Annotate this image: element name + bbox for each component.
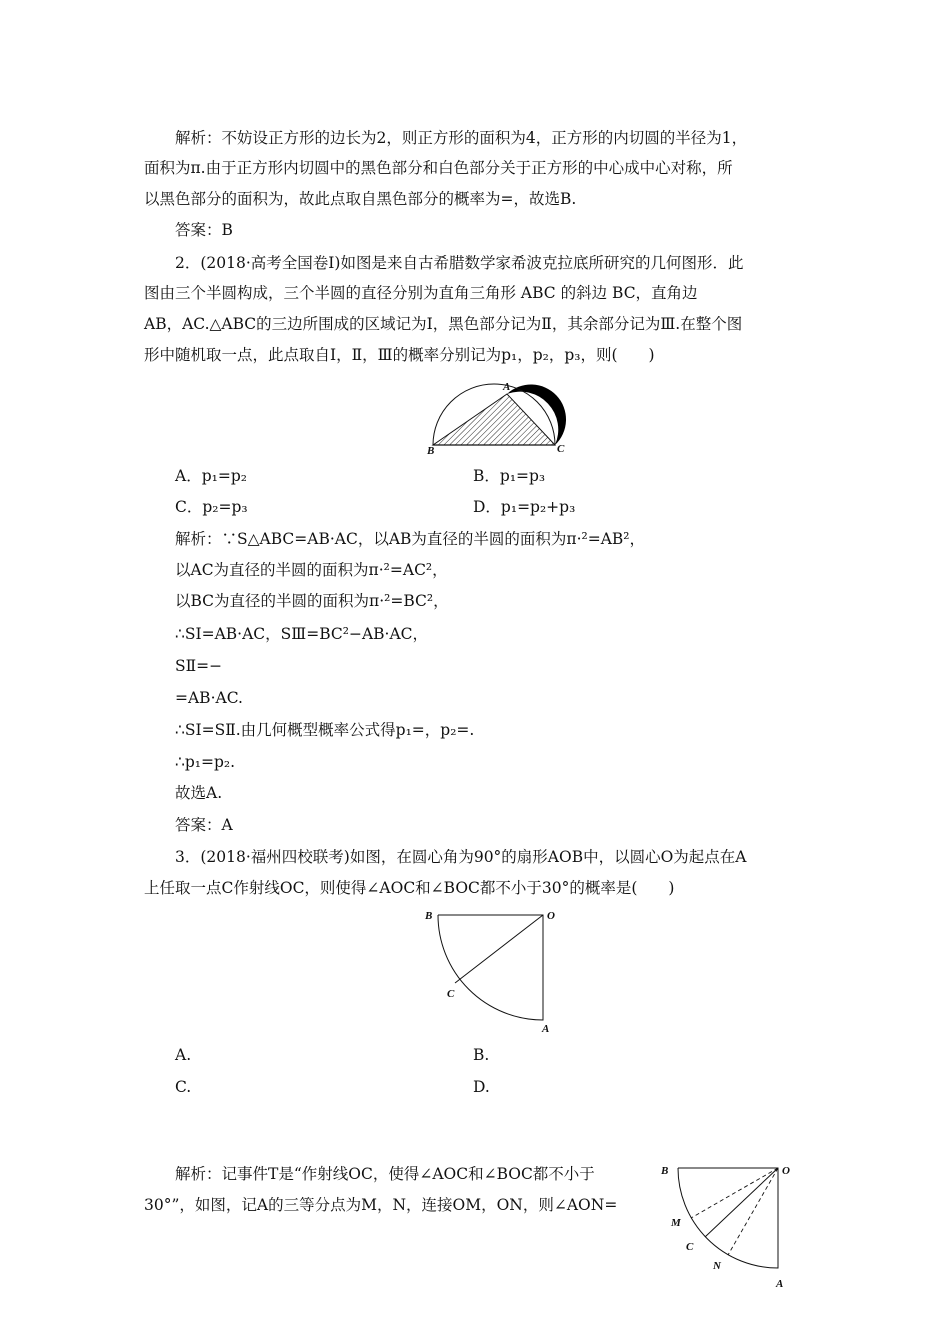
q2-solution-line8: ∴p₁=p₂. bbox=[175, 753, 236, 771]
label-c: C bbox=[557, 443, 565, 455]
ray-on bbox=[728, 1168, 778, 1255]
q2-option-c: C．p₂=p₃ bbox=[175, 498, 248, 516]
q3-option-d: D. bbox=[473, 1078, 490, 1096]
ray-om bbox=[691, 1168, 778, 1218]
q2-solution-line4: ∴SⅠ=AB·AC，SⅢ=BC²−AB·AC， bbox=[175, 625, 429, 643]
q2-option-a: A．p₁=p₂ bbox=[175, 467, 247, 485]
q2-stem-line2: 图由三个半圆构成，三个半圆的直径分别为直角三角形 ABC 的斜边 BC，直角边 bbox=[144, 284, 698, 302]
q2-solution-line2: 以AC为直径的半圆的面积为π·²=AC²， bbox=[175, 561, 448, 579]
q3-solution-line1: 解析：记事件T是“作射线OC，使得∠AOC和∠BOC都不小于 bbox=[175, 1165, 595, 1183]
hippocrates-lune-figure bbox=[420, 378, 580, 458]
label-m: M bbox=[671, 1217, 681, 1229]
label-c: C bbox=[447, 988, 455, 1000]
ray-oc bbox=[455, 915, 543, 983]
label-o: O bbox=[547, 910, 555, 922]
label-n: N bbox=[713, 1260, 721, 1272]
ray-oc bbox=[705, 1168, 778, 1237]
q3-option-a: A. bbox=[175, 1046, 192, 1064]
q2-solution-line7: ∴SⅠ=SⅡ.由几何概型概率公式得p₁=，p₂=. bbox=[175, 721, 475, 739]
sector-aob-figure bbox=[420, 905, 560, 1035]
q3-option-b: B. bbox=[473, 1046, 490, 1064]
q1-solution-line3: 以黑色部分的面积为，故此点取自黑色部分的概率为=，故选B. bbox=[144, 190, 577, 208]
label-a: A bbox=[503, 381, 511, 393]
label-a: A bbox=[776, 1278, 784, 1290]
q2-stem-line1: 2．(2018·高考全国卷Ⅰ)如图是来自古希腊数学家希波克拉底所研究的几何图形．此 bbox=[175, 254, 744, 272]
label-b: B bbox=[425, 910, 433, 922]
q2-option-b: B．p₁=p₃ bbox=[473, 467, 546, 485]
label-b: B bbox=[661, 1165, 669, 1177]
q3-stem-line2: 上任取一点C作射线OC，则使得∠AOC和∠BOC都不小于30°的概率是( ) bbox=[144, 879, 675, 897]
q1-solution-line1: 解析：不妨设正方形的边长为2，则正方形的面积为4，正方形的内切圆的半径为1， bbox=[175, 129, 748, 147]
sector-trisection-figure bbox=[655, 1158, 805, 1293]
q3-solution-line2: 30°”，如图，记A的三等分点为M，N，连接OM，ON，则∠AON= bbox=[144, 1196, 618, 1214]
q1-answer: 答案：B bbox=[175, 221, 233, 239]
q2-solution-line9: 故选A. bbox=[175, 784, 223, 802]
q1-solution-line2: 面积为π.由于正方形内切圆中的黑色部分和白色部分关于正方形的中心成中心对称，所 bbox=[144, 159, 733, 177]
label-c: C bbox=[686, 1241, 694, 1253]
label-o: O bbox=[782, 1165, 790, 1177]
q2-stem-line4: 形中随机取一点，此点取自Ⅰ，Ⅱ，Ⅲ的概率分别记为p₁，p₂，p₃，则( ) bbox=[144, 346, 655, 364]
q2-answer: 答案：A bbox=[175, 816, 233, 834]
q2-solution-line3: 以BC为直径的半圆的面积为π·²=BC²， bbox=[175, 592, 449, 610]
q2-option-d: D．p₁=p₂+p₃ bbox=[473, 498, 576, 516]
sector-outline bbox=[678, 1168, 778, 1268]
label-b: B bbox=[427, 445, 435, 457]
q2-stem-line3: AB，AC.△ABC的三边所围成的区域记为Ⅰ，黑色部分记为Ⅱ，其余部分记为Ⅲ.在整个图 bbox=[144, 315, 743, 333]
q3-stem-line1: 3．(2018·福州四校联考)如图，在圆心角为90°的扇形AOB中，以圆心O为起点在A bbox=[175, 848, 747, 866]
sector-outline bbox=[438, 915, 543, 1020]
label-a: A bbox=[542, 1023, 550, 1035]
q2-solution-line6: =AB·AC. bbox=[175, 689, 243, 707]
q2-solution-line5: SⅡ=− bbox=[175, 657, 223, 675]
q2-solution-line1: 解析：∵S△ABC=AB·AC，以AB为直径的半圆的面积为π·²=AB²， bbox=[175, 530, 646, 548]
q3-option-c: C. bbox=[175, 1078, 192, 1096]
